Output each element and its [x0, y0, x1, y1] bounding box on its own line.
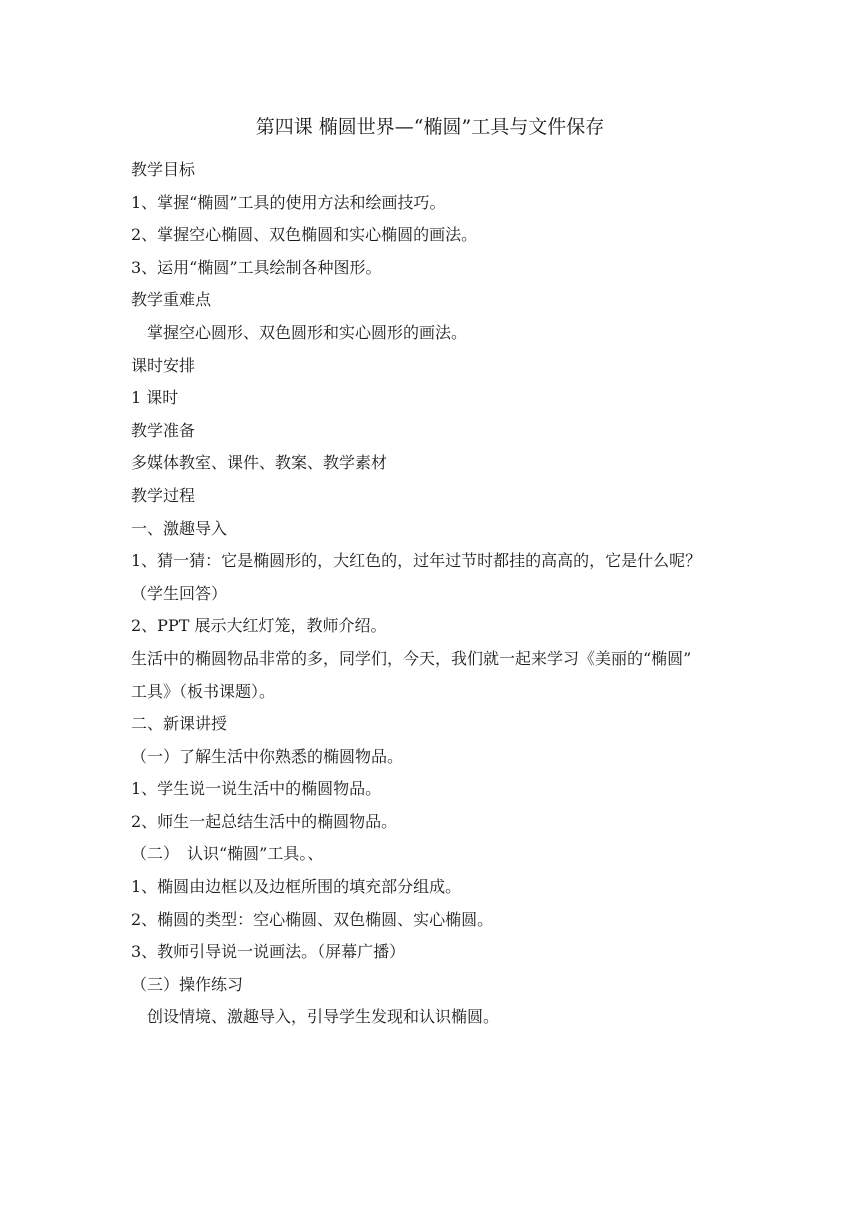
document-line: （二） 认识“椭圆”工具。、 [131, 844, 324, 864]
document-line: 多媒体教室、课件、教案、教学素材 [131, 453, 388, 473]
document-line: 1、猜一猜：它是椭圆形的，大红色的，过年过节时都挂的高高的，它是什么呢？ [131, 551, 702, 571]
document-line: 3、运用“椭圆”工具绘制各种图形。 [131, 257, 382, 277]
document-line: 教学目标 [131, 160, 196, 179]
document-line: 教学重难点 [131, 290, 212, 310]
document-line: 工具》（板书课题）。 [131, 681, 276, 701]
document-line: 3、教师引导说一说画法。（屏幕广播） [131, 942, 406, 962]
document-line: 2、PPT 展示大红灯笼，教师介绍。 [131, 616, 387, 636]
document-line: 一、激趣导入 [131, 518, 228, 538]
document-line: 掌握空心圆形、双色圆形和实心圆形的画法。 [147, 322, 468, 342]
document-line: 创设情境、激趣导入，引导学生发现和认识椭圆。 [147, 1007, 500, 1027]
document-line: 2、师生一起总结生活中的椭圆物品。 [131, 811, 398, 831]
document-line: 课时安排 [131, 355, 196, 375]
document-line: （一）了解生活中你熟悉的椭圆物品。 [131, 746, 404, 766]
document-line: 1、学生说一说生活中的椭圆物品。 [131, 779, 382, 799]
document-title: 第四课 椭圆世界—“椭圆”工具与文件保存 [255, 116, 605, 138]
document-line: 教学过程 [131, 485, 196, 505]
document-line: 2、掌握空心椭圆、双色椭圆和实心椭圆的画法。 [131, 225, 478, 245]
document-line: 2、椭圆的类型：空心椭圆、双色椭圆、实心椭圆。 [131, 909, 494, 929]
document-line: 1 课时 [131, 388, 179, 408]
document-line: 教学准备 [131, 420, 196, 440]
document-line: 二、新课讲授 [131, 714, 228, 734]
document-line: （三）操作练习 [131, 974, 244, 994]
document-body [131, 154, 771, 1034]
document-line: 生活中的椭圆物品非常的多，同学们，今天，我们就一起来学习《美丽的“椭圆” [131, 648, 692, 668]
document-line: 1、掌握“椭圆”工具的使用方法和绘画技巧。 [131, 192, 446, 212]
document-line: 1、椭圆由边框以及边框所围的填充部分组成。 [131, 877, 462, 897]
document-line: （学生回答） [131, 583, 228, 603]
